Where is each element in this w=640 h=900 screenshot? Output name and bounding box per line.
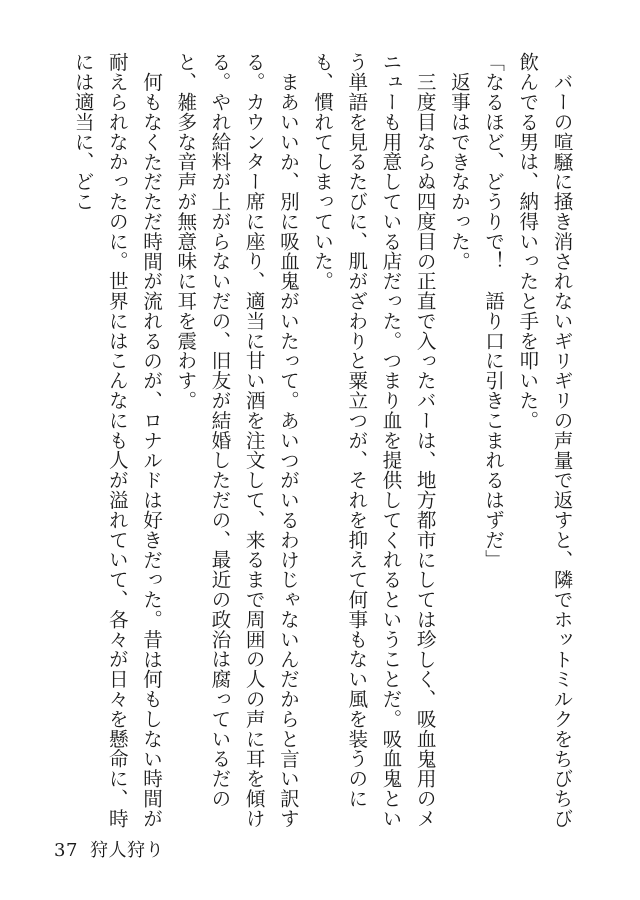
vertical-text-body xyxy=(58,52,578,842)
paragraph: 返事はできなかった。 xyxy=(447,71,471,271)
paragraph-dialogue: 「なるほど、どうりで！ 語り口に引きこまれるはずだ」 xyxy=(481,52,505,570)
paragraph: バーの喧騒に掻き消されないギリギリの声量で返すと、隣でホットミルクをちびちび飲んでる男は、納得いったと手を叩いた。 xyxy=(515,52,573,828)
page-footer xyxy=(54,836,164,862)
paragraph: 三度目ならぬ四度目の正直で入ったバーは、地方都市にしては珍しく、吸血鬼用のメニューも用意している店だった。つまり血を提供してくれるということだ。吸血鬼という単語を見るたびに、肌がざわりと粟立つが、それを抑えて何事もない風を装うのにも、慣れてしまっていた。 xyxy=(310,52,437,829)
running-title: 狩人狩り xyxy=(90,840,165,861)
paragraph: 何もなくただただ時間が流れるのが、ロナルドは好きだった。昔は何もしない時間が耐えられなかったのに。世界にはこんなにも人が溢れていて、各々が日々を懸命に、時には適当に、どこ xyxy=(71,52,163,829)
page-number: 37 xyxy=(54,840,78,861)
paragraph: まあいいか、別に吸血鬼がいたって。あいつがいるわけじゃないんだからと言い訳する。カウンター席に座り、適当に甘い酒を注文して、来るまで周囲の人の声に耳を傾ける。やれ給料が上がらないだの、旧友が結婚しただの、最近の政治は腐っているだのと、雑多な音声が無意味に耳を震わす。 xyxy=(173,52,300,829)
